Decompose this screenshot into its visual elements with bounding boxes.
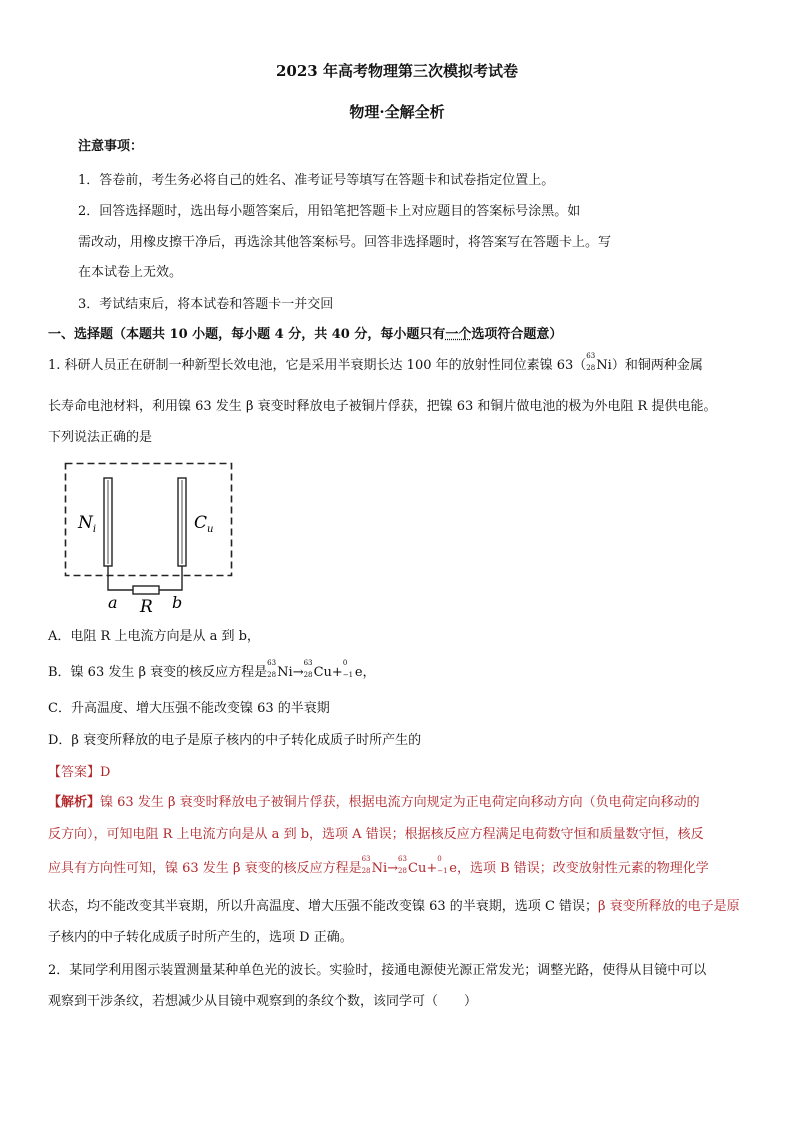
question-1-stem: 1. 科研人员正在研制一种新型长效电池，它是采用半衰期长达 100 年的放射性同位素镍 63（ 63 28 Ni）和铜两种金属 xyxy=(48,352,703,373)
note-line: 3．考试结束后，将本试卷和答题卡一并交回 xyxy=(78,297,334,312)
question-1-stem: 下列说法正确的是 xyxy=(48,430,153,445)
answer-line: 【答案】D xyxy=(48,765,111,780)
battery-circuit-diagram xyxy=(64,462,236,618)
note-line: 2．回答选择题时，选出每小题答案后，用铅笔把答题卡上对应题目的答案标号涂黑。如 xyxy=(78,204,581,219)
note-line: 需改动，用橡皮擦干净后，再选涂其他答案标号。回答非选择题时，将答案写在答题卡上。写 xyxy=(78,235,612,250)
cu-label: $C_u$ xyxy=(194,513,214,535)
resistor xyxy=(133,586,159,594)
option-d: D．β 衰变所释放的电子是原子核内的中子转化成质子时所产生的 xyxy=(48,733,422,748)
analysis-line: 状态，均不能改变其半衰期，所以升高温度、增大压强不能改变镍 63 的半衰期，选项 C 错误；β 衰变所释放的电子是原 xyxy=(48,899,740,914)
section-heading: 一、选择题（本题共 10 小题，每小题 4 分，共 40 分，每小题只有一个选项符合题意） xyxy=(48,327,563,342)
option-b: B．镍 63 发生 β 衰变的核反应方程是 63 28 Ni→ 63 28 Cu+ 0 −1 e， xyxy=(48,659,376,680)
page-title: 2023 年高考物理第三次模拟考试卷 xyxy=(276,62,518,80)
note-line: 在本试卷上无效。 xyxy=(78,265,183,280)
option-c: C．升高温度、增大压强不能改变镍 63 的半衰期 xyxy=(48,701,330,716)
analysis-line: 反方向），可知电阻 R 上电流方向是从 a 到 b，选项 A 错误；根据核反应方程满足电荷数守恒和质量数守恒，核反 xyxy=(48,827,704,842)
wire-right xyxy=(159,566,182,590)
ni-label: $N_i$ xyxy=(78,513,97,535)
terminal-b-label: b xyxy=(172,593,183,612)
analysis-line: 【解析】镍 63 发生 β 衰变时释放电子被铜片俘获，根据电流方向规定为正电荷定向移动方向（负电荷定向移动的 xyxy=(48,795,700,810)
note-line: 1．答卷前，考生务必将自己的姓名、准考证号等填写在答题卡和试卷指定位置上。 xyxy=(78,173,555,188)
question-1-stem: 长寿命电池材料，利用镍 63 发生 β 衰变时释放电子被铜片俘获，把镍 63 和铜片做电池的极为外电阻 R 提供电能。 xyxy=(48,399,717,414)
page-subtitle: 物理·全解全析 xyxy=(349,103,445,121)
question-2-stem: 观察到干涉条纹，若想减少从目镜中观察到的条纹个数，该同学可（ ） xyxy=(48,994,478,1009)
option-a: A．电阻 R 上电流方向是从 a 到 b， xyxy=(48,629,260,644)
analysis-line: 子核内的中子转化成质子时所产生的，选项 D 正确。 xyxy=(48,930,353,945)
resistor-label: R xyxy=(140,597,153,617)
analysis-line: 应具有方向性可知，镍 63 发生 β 衰变的核反应方程是 63 28 Ni→ 63 28 Cu+ 0 −1 e，选项 B 错误；改变放射性元素的物理化学 xyxy=(48,855,709,876)
wire-left xyxy=(108,566,133,590)
notes-heading: 注意事项： xyxy=(78,139,144,154)
nickel-nuclide: 63 28 xyxy=(586,352,596,372)
question-2-stem: 2．某同学利用图示装置测量某种单色光的波长。实验时，接通电源使光源正常发光；调整光路，使得从目镜中可以 xyxy=(48,963,707,978)
terminal-a-label: a xyxy=(108,593,118,612)
